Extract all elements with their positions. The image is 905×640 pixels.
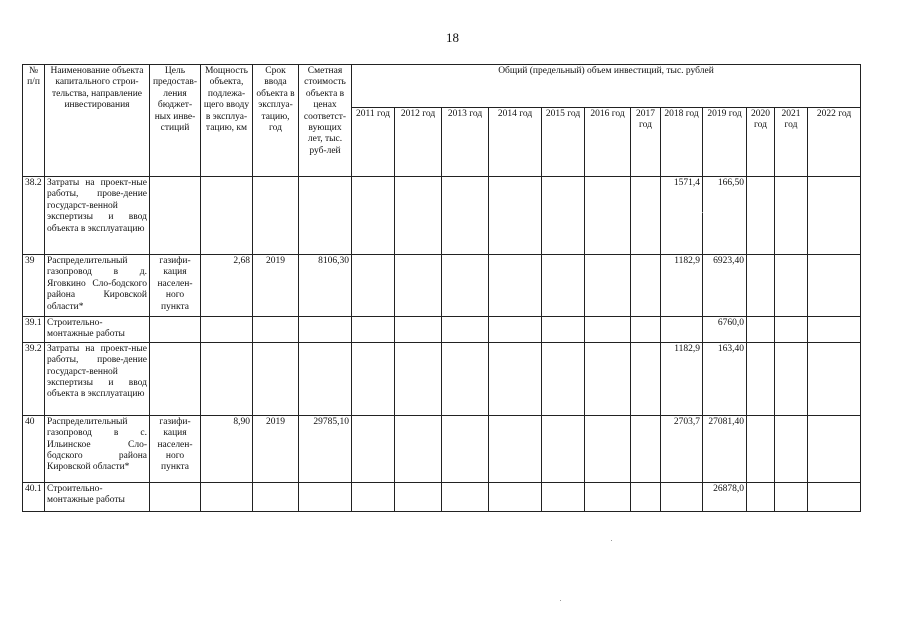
table-row [23,317,861,343]
row-capacity [201,177,253,255]
cell-2013 [442,255,489,317]
year-header-2015: 2015 год [542,108,585,177]
cell-2019: 166,50 [703,177,747,255]
cell-2017 [631,317,661,343]
table-row [23,255,861,317]
cell-2011 [352,482,395,511]
cell-2016 [585,177,631,255]
row-cost [299,317,352,343]
cell-2020 [747,255,775,317]
row-num: 39.2 [23,342,45,415]
cell-2016 [585,317,631,343]
cell-2014 [489,317,542,343]
scan-speck [560,600,561,601]
cell-2012 [395,177,442,255]
cell-2019: 6760,0 [703,317,747,343]
cell-2013 [442,317,489,343]
cell-2013 [442,342,489,415]
cell-2019: 6923,40 [703,255,747,317]
header-cost: Сметная стоимость объекта в ценах соответст-вующих лет, тыс. руб-лей [299,65,352,177]
cell-2012 [395,415,442,482]
year-header-2019: 2019 год [703,108,747,177]
year-header-2022: 2022 год [808,108,861,177]
year-header-2018: 2018 год [661,108,703,177]
cell-2012 [395,255,442,317]
row-capacity [201,317,253,343]
cell-2013 [442,177,489,255]
row-capacity: 8,90 [201,415,253,482]
year-header-2012: 2012 год [395,108,442,177]
cell-2012 [395,482,442,511]
row-deadline: 2019 [253,415,299,482]
row-capacity: 2,68 [201,255,253,317]
cell-2018: 1571,4 [661,177,703,255]
cell-2015 [542,177,585,255]
row-name: Строительно-монтажные работы [45,317,150,343]
cell-2014 [489,482,542,511]
cell-2018: 1182,9 [661,342,703,415]
cell-2013 [442,482,489,511]
row-purpose [150,317,201,343]
row-purpose [150,482,201,511]
row-capacity [201,342,253,415]
page-number: 18 [446,30,459,45]
cell-2015 [542,482,585,511]
year-header-2013: 2013 год [442,108,489,177]
cell-2020 [747,342,775,415]
cell-2014 [489,177,542,255]
cell-2014 [489,255,542,317]
row-cost: 29785,10 [299,415,352,482]
header-num: № п/п [23,65,45,177]
row-cost: 8106,30 [299,255,352,317]
cell-2011 [352,342,395,415]
table-row [23,177,861,255]
row-num: 39.1 [23,317,45,343]
row-num: 40.1 [23,482,45,511]
cell-2020 [747,317,775,343]
year-header-2021: 2021 год [775,108,808,177]
row-name: Распределительный газопровод в д. Яговкино Сло-бодского района Кировской области* [45,255,150,317]
cell-2020 [747,482,775,511]
cell-2022 [808,317,861,343]
cell-2021 [775,482,808,511]
cell-2022 [808,342,861,415]
header-name: Наименование объекта капитального строи-тельства, направление инвестирования [45,65,150,177]
cell-2018: 2703,7 [661,415,703,482]
row-name: Распределительный газопровод в с. Ильинское Сло-бодского района Кировской области* [45,415,150,482]
cell-2019: 27081,40 [703,415,747,482]
cell-2011 [352,255,395,317]
year-header-2016: 2016 год [585,108,631,177]
cell-2016 [585,482,631,511]
row-name: Строительно-монтажные работы [45,482,150,511]
cell-2018 [661,317,703,343]
cell-2017 [631,415,661,482]
cell-2013 [442,415,489,482]
cell-2016 [585,415,631,482]
row-capacity [201,482,253,511]
cell-2022 [808,415,861,482]
row-deadline [253,342,299,415]
year-header-2020: 2020 год [747,108,775,177]
cell-2021 [775,177,808,255]
cell-2021 [775,342,808,415]
row-name: Затраты на проект-ные работы, прове-дение государст-венной экспертизы и ввод объекта в эксплуатацию [45,177,150,255]
cell-2022 [808,177,861,255]
cell-2018 [661,482,703,511]
row-purpose [150,177,201,255]
header-capacity: Мощность объекта, подлежа-щего вводу в эксплуа-тацию, км [201,65,253,177]
cell-2022 [808,255,861,317]
cell-2011 [352,415,395,482]
cell-2015 [542,255,585,317]
row-cost [299,177,352,255]
table-row [23,482,861,511]
row-name: Затраты на проект-ные работы, прове-дение государст-венной экспертизы и ввод объекта в эксплуатацию [45,342,150,415]
row-num: 39 [23,255,45,317]
cell-2011 [352,177,395,255]
row-deadline [253,317,299,343]
table-row [23,415,861,482]
cell-2016 [585,255,631,317]
cell-2015 [542,342,585,415]
scan-speck [702,212,703,213]
year-header-2014: 2014 год [489,108,542,177]
row-cost [299,342,352,415]
cell-2022 [808,482,861,511]
row-deadline: 2019 [253,255,299,317]
cell-2020 [747,177,775,255]
cell-2014 [489,342,542,415]
row-num: 40 [23,415,45,482]
cell-2016 [585,342,631,415]
cell-2012 [395,342,442,415]
cell-2021 [775,255,808,317]
year-header-2011: 2011 год [352,108,395,177]
row-deadline [253,482,299,511]
cell-2011 [352,317,395,343]
cell-2021 [775,317,808,343]
row-purpose [150,342,201,415]
row-cost [299,482,352,511]
cell-2012 [395,317,442,343]
table-row [23,342,861,415]
year-header-2017: 2017 год [631,108,661,177]
cell-2017 [631,342,661,415]
header-deadline: Срок ввода объекта в эксплуа-тацию, год [253,65,299,177]
cell-2019: 163,40 [703,342,747,415]
row-purpose: газифи-кация населен-ного пункта [150,255,201,317]
row-num: 38.2 [23,177,45,255]
cell-2015 [542,317,585,343]
cell-2015 [542,415,585,482]
row-purpose: газифи-кация населен-ного пункта [150,415,201,482]
row-deadline [253,177,299,255]
investment-table [22,64,861,512]
header-purpose: Цель предостав-ления бюджет-ных инве-стиций [150,65,201,177]
cell-2018: 1182,9 [661,255,703,317]
cell-2014 [489,415,542,482]
cell-2017 [631,482,661,511]
scan-speck [611,540,612,541]
cell-2019: 26878,0 [703,482,747,511]
cell-2017 [631,177,661,255]
header-investment: Общий (предельный) объем инвестиций, тыс. рублей [352,65,861,108]
cell-2020 [747,415,775,482]
cell-2021 [775,415,808,482]
cell-2017 [631,255,661,317]
